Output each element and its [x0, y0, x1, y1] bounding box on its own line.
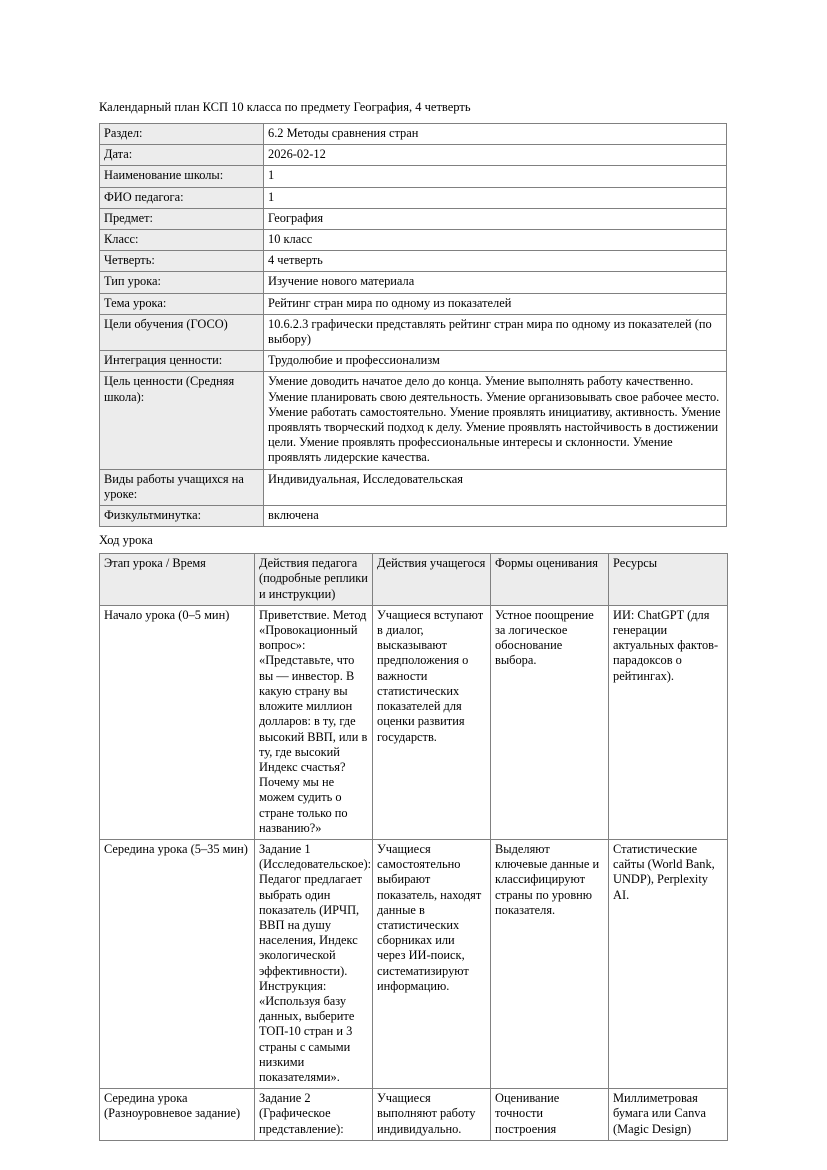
table-row — [100, 166, 727, 187]
info-label: Физкультминутка: — [100, 506, 264, 527]
cell-resources: Миллиметровая бумага или Canva (Magic Design) — [609, 1089, 728, 1141]
table-header-row — [100, 554, 728, 606]
cell-resources: Статистические сайты (World Bank, UNDP), Perplexity AI. — [609, 839, 728, 1088]
info-label: Предмет: — [100, 208, 264, 229]
info-label: Виды работы учащихся на уроке: — [100, 469, 264, 505]
info-value: 1 — [264, 166, 727, 187]
table-row — [100, 230, 727, 251]
page-title: Календарный план КСП 10 класса по предмету География, 4 четверть — [99, 100, 471, 114]
section-caption: Ход урока — [99, 533, 153, 548]
table-row — [100, 293, 727, 314]
info-value: 10.6.2.3 графически представлять рейтинг стран мира по одному из показателей (по выбору) — [264, 314, 727, 350]
cell-assessment: Выделяют ключевые данные и классифицируют страны по уровню показателя. — [491, 839, 609, 1088]
info-value: Рейтинг стран мира по одному из показателей — [264, 293, 727, 314]
info-value: Индивидуальная, Исследовательская — [264, 469, 727, 505]
cell-assessment: Устное поощрение за логическое обоснование выбора. — [491, 605, 609, 839]
cell-student: Учащиеся выполняют работу индивидуально. — [373, 1089, 491, 1141]
info-label: Тип урока: — [100, 272, 264, 293]
column-header-teacher: Действия педагога (подробные реплики и инструкции) — [255, 554, 373, 606]
table-row — [100, 351, 727, 372]
column-header-resources: Ресурсы — [609, 554, 728, 606]
table-row — [100, 208, 727, 229]
column-header-stage: Этап урока / Время — [100, 554, 255, 606]
info-label: ФИО педагога: — [100, 187, 264, 208]
cell-student: Учащиеся самостоятельно выбирают показатель, находят данные в статистических сборниках или через ИИ-поиск, систематизируют информацию. — [373, 839, 491, 1088]
info-value: Изучение нового материала — [264, 272, 727, 293]
table-row — [100, 314, 727, 350]
cell-resources: ИИ: ChatGPT (для генерации актуальных фактов-парадоксов о рейтингах). — [609, 605, 728, 839]
table-row — [100, 272, 727, 293]
info-label: Класс: — [100, 230, 264, 251]
cell-student: Учащиеся вступают в диалог, высказывают предположения о важности статистических показателей для оценки развития государств. — [373, 605, 491, 839]
cell-teacher: Приветствие. Метод «Провокационный вопрос»: «Представьте, что вы — инвестор. В какую страну вы вложите миллион долларов: в ту, где высокий ВВП, или в ту, где высокий Индекс счастья? Почему мы не можем судить о стране только по названию?» — [255, 605, 373, 839]
info-label: Тема урока: — [100, 293, 264, 314]
info-value: включена — [264, 506, 727, 527]
cell-stage: Середина урока (Разноуровневое задание) — [100, 1089, 255, 1141]
cell-teacher: Задание 1 (Исследовательское): Педагог предлагает выбрать один показатель (ИРЧП, ВВП на душу населения, Индекс экологической эффективности). Инструкция: «Используя базу данных, выберите ТОП-10 стран и 3 страны с самыми низкими показателями». — [255, 839, 373, 1088]
info-label: Наименование школы: — [100, 166, 264, 187]
info-value: Умение доводить начатое дело до конца. Умение выполнять работу качественно. Умение планировать свою деятельность. Умение организовывать свое рабочее место. Умение работать самостоятельно. Умение проявлять инициативу, активность. Умение проявлять творческий подход к делу. Умение проявлять настойчивость в достижении цели. Умение проявлять профессиональные интересы и склонности. Умение проявлять лидерские качества. — [264, 372, 727, 469]
table-row — [100, 469, 727, 505]
info-value: 6.2 Методы сравнения стран — [264, 124, 727, 145]
cell-stage: Середина урока (5–35 мин) — [100, 839, 255, 1088]
cell-assessment: Оценивание точности построения — [491, 1089, 609, 1141]
table-row — [100, 251, 727, 272]
table-row — [100, 372, 727, 469]
table-row — [100, 839, 728, 1088]
table-row — [100, 605, 728, 839]
info-value: 2026-02-12 — [264, 145, 727, 166]
info-value: 4 четверть — [264, 251, 727, 272]
info-label: Четверть: — [100, 251, 264, 272]
info-label: Цели обучения (ГОСО) — [100, 314, 264, 350]
column-header-assessment: Формы оценивания — [491, 554, 609, 606]
lesson-flow-table — [99, 553, 728, 1141]
cell-teacher: Задание 2 (Графическое представление): — [255, 1089, 373, 1141]
info-value: 10 класс — [264, 230, 727, 251]
info-label: Дата: — [100, 145, 264, 166]
table-row — [100, 506, 727, 527]
document-content — [99, 99, 727, 1141]
info-value: Трудолюбие и профессионализм — [264, 351, 727, 372]
table-row — [100, 1089, 728, 1141]
info-value: 1 — [264, 187, 727, 208]
table-row — [100, 187, 727, 208]
table-row — [100, 124, 727, 145]
column-header-student: Действия учащегося — [373, 554, 491, 606]
info-label: Раздел: — [100, 124, 264, 145]
info-label: Цель ценности (Средняя школа): — [100, 372, 264, 469]
lesson-info-table — [99, 123, 727, 527]
info-value: География — [264, 208, 727, 229]
info-label: Интеграция ценности: — [100, 351, 264, 372]
table-row — [100, 145, 727, 166]
cell-stage: Начало урока (0–5 мин) — [100, 605, 255, 839]
